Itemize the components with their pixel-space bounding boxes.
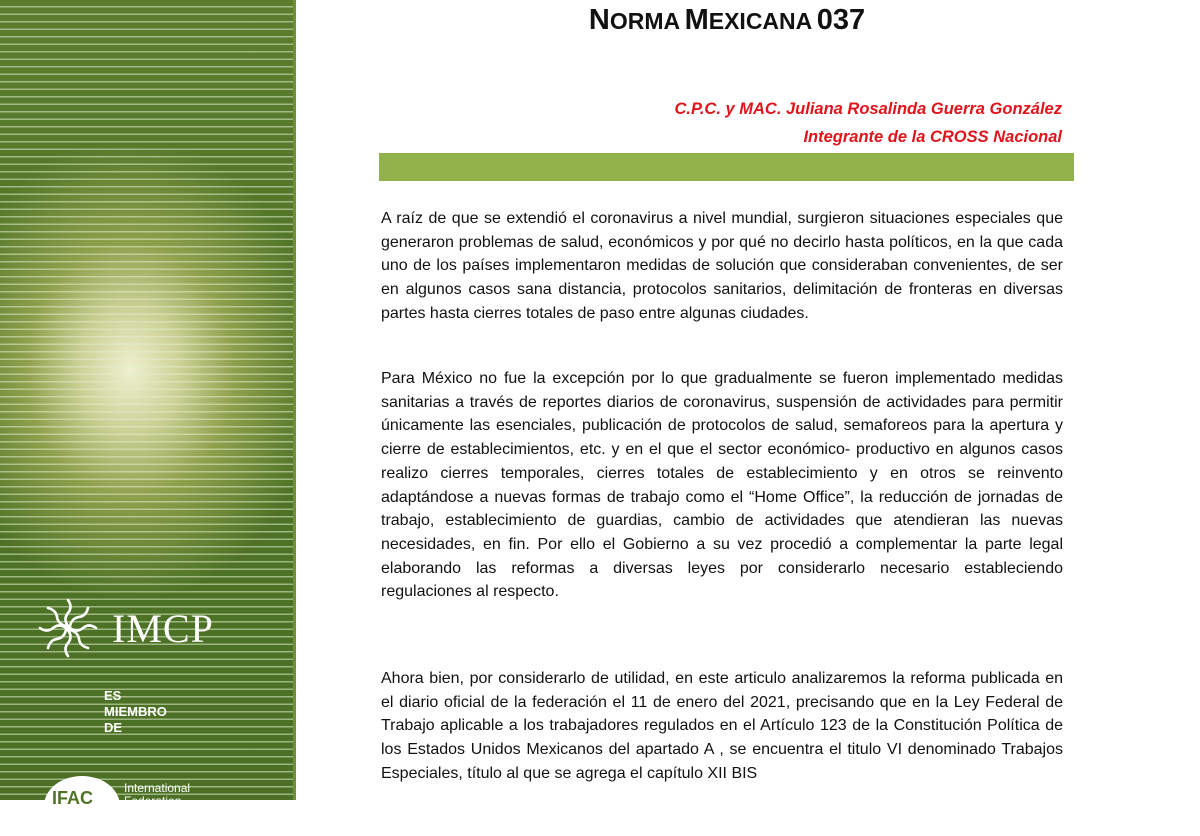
imcp-logo-text: IMCP [112, 605, 214, 651]
member-line: DE [104, 720, 123, 735]
member-line: ES [104, 688, 122, 703]
sidebar-panel [0, 0, 296, 808]
title-initial: N [588, 4, 610, 36]
ifac-name-line: International [124, 781, 191, 795]
member-of-label [104, 688, 167, 736]
author-name: C.P.C. y MAC. Juliana Rosalinda Guerra González [674, 100, 1062, 118]
title-initial: M [684, 4, 709, 36]
imcp-emblem-icon [36, 596, 100, 660]
body-paragraph: Para México no fue la excepción por lo que gradualmente se fueron implementado medidas sanitarias a través de reportes diarios de coronavirus, suspensión de actividades para permitir únicamente las esenciales, publicación de protocolos de salud, semaforeos para la apertura y cierre de establecimientos, etc. y en el que el sector económico- productivo en algunos casos realizo cierres temporales, cierres totales de establecimiento y en otros se reinvento adaptándose a nuevas formas de trabajo como el “Home Office”, la reducción de jornadas de trabajo, establecimiento de guardias, cambio de actividades que atendieran las nuevas necesidades, en fin. Por ello el Gobierno a su vez procedió a complementar la parte legal elaborando las reformas a diversas leyes por considerarlo necesario estableciendo regulaciones al respecto. [381, 370, 1063, 601]
member-line: MIEMBRO [104, 704, 167, 719]
author-role: Integrante de la CROSS Nacional [803, 128, 1062, 146]
ifac-logo [44, 776, 214, 816]
ifac-logo-mark [44, 776, 120, 836]
title-word: EXICANA [708, 8, 813, 34]
document-title [380, 2, 1074, 43]
imcp-logo [36, 596, 214, 660]
body-paragraph: A raíz de que se extendió el coronavirus a nivel mundial, surgieron situaciones especiales que generaron problemas de salud, económicos y por qué no decirlo hasta políticos, en la que cada uno de los países implementaron medidas de solución que consideraban convenientes, de ser en algunos casos sana distancia, protocolos sanitarios, delimitación de fronteras en diversas partes hasta cierres totales de paso entre algunas ciudades. [381, 210, 1063, 322]
sidebar-edge [293, 0, 296, 800]
ifac-logo-letters: IFAC [52, 788, 94, 808]
body-paragraph: Ahora bien, por considerarlo de utilidad, en este articulo analizaremos la reforma publicada en el diario oficial de la federación el 11 de enero del 2021, precisando que en la Ley Federal de Trabajo aplicable a los trabajadores regulados en el Artículo 123 de la Constitución Política de los Estados Unidos Mexicanos del apartado A , se encuentra el titulo VI denominado Trabajos Especiales, título al que se agrega el capítulo XII BIS [381, 670, 1063, 782]
ifac-name [124, 782, 190, 808]
title-number: 037 [816, 4, 866, 36]
ifac-name-line: Federation [124, 794, 182, 808]
title-word: ORMA [609, 8, 681, 34]
section-divider-bar [379, 153, 1074, 181]
